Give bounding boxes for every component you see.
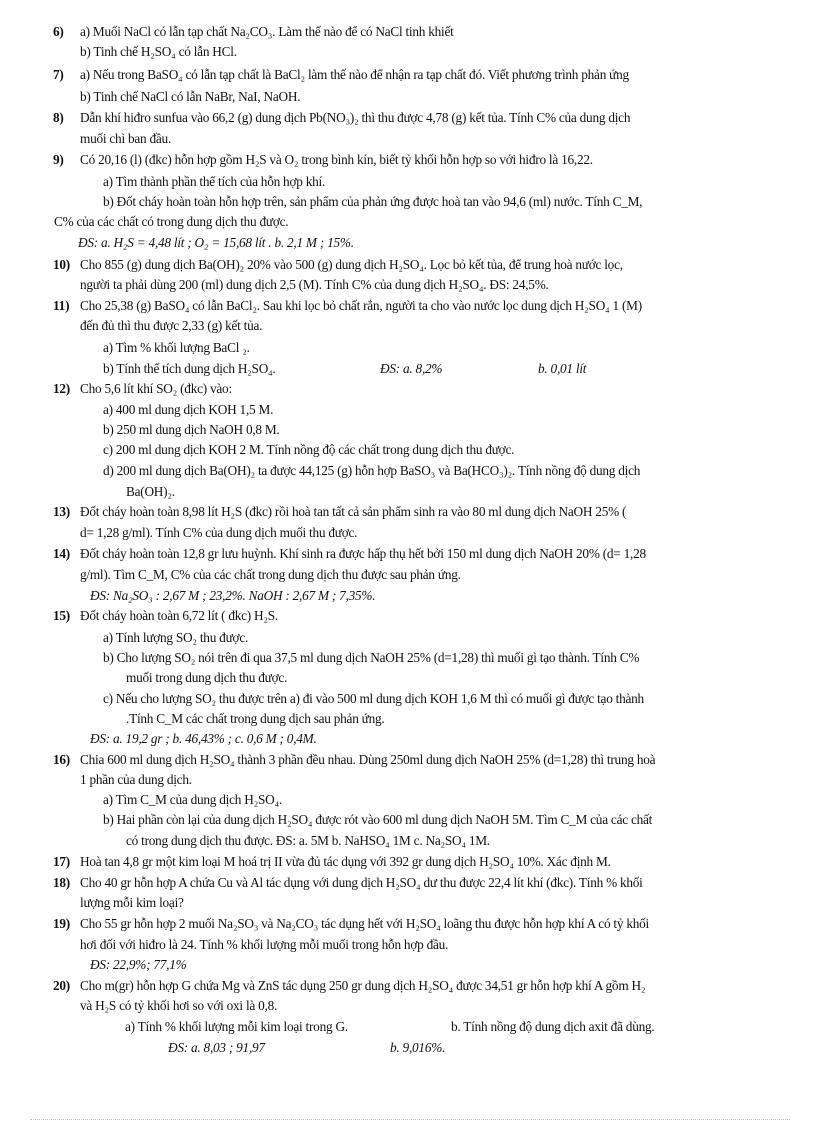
problem-line: b. Tính nồng độ dung dịch axit đã dùng. bbox=[451, 1019, 655, 1034]
problem-number: 14) bbox=[53, 546, 70, 561]
problem-line: 1 phần của dung dịch. bbox=[80, 772, 192, 787]
problem-line: b) Tinh chế NaCl có lẫn NaBr, NaI, NaOH. bbox=[80, 89, 301, 104]
problem-line: b) Hai phần còn lại của dung dịch H₂SO₄ được rót vào 600 ml dung dịch NaOH 5M. Tìm C_M của các chất bbox=[103, 812, 653, 827]
problem-number: 19) bbox=[53, 916, 70, 931]
problem-line: Đốt cháy hoàn toàn 8,98 lít H₂S (đkc) rồi hoà tan tất cả sản phẩm sinh ra vào 80 ml dung dịch NaOH 25% ( bbox=[80, 504, 627, 519]
problem-line: C% của các chất có trong dung dịch thu được. bbox=[54, 214, 289, 229]
problem-number: 11) bbox=[53, 298, 70, 313]
page-bottom-rule bbox=[30, 1119, 790, 1120]
problem-line: Ba(OH)₂. bbox=[126, 484, 175, 499]
answer-line: ĐS: 22,9%; 77,1% bbox=[90, 957, 187, 972]
problem-line: a) Tìm thành phần thể tích của hỗn hợp khí. bbox=[103, 174, 326, 189]
problem-line: Đốt cháy hoàn toàn 6,72 lít ( đkc) H₂S. bbox=[80, 608, 278, 623]
problem-line: muối trong dung dịch thu được. bbox=[126, 670, 288, 685]
problem-line: d= 1,28 g/ml). Tính C% của dung dịch muối thu được. bbox=[80, 525, 358, 540]
problem-line: có trong dung dịch thu được. ĐS: a. 5M b. NaHSO₄ 1M c. Na₂SO₄ 1M. bbox=[126, 833, 490, 848]
problem-line: c) 200 ml dung dịch KOH 2 M. Tính nồng độ các chất trong dung dịch thu được. bbox=[103, 442, 515, 457]
problem-line: Cho 55 gr hỗn hợp 2 muối Na₂SO₃ và Na₂CO₃ tác dụng hết với H₂SO₄ loãng thu được hỗn hợp khí A có tỷ khối bbox=[80, 916, 649, 931]
problem-line: a) Tính % khối lượng mỗi kim loại trong G. bbox=[125, 1019, 348, 1034]
problem-line: Đốt cháy hoàn toàn 12,8 gr lưu huỳnh. Khí sinh ra được hấp thụ hết bởi 150 ml dung dịch NaOH 20% (d= 1,28 bbox=[80, 546, 646, 561]
problem-number: 20) bbox=[53, 978, 70, 993]
problem-line: người ta phải dùng 200 (ml) dung dịch 2,5 (M). Tính C% của dung dịch H₂SO₄. ĐS: 24,5%. bbox=[80, 277, 549, 292]
problem-number: 15) bbox=[53, 608, 70, 623]
problem-line: a) Tìm % khối lượng BaCl ₂. bbox=[103, 340, 250, 355]
problem-line: a) Tính lượng SO₂ thu được. bbox=[103, 630, 249, 645]
answer-line: b. 9,016%. bbox=[390, 1040, 446, 1055]
problem-line: d) 200 ml dung dịch Ba(OH)₂ ta được 44,125 (g) hỗn hợp BaSO₃ và Ba(HCO₃)₂. Tính nồng độ dung dịch bbox=[103, 463, 641, 478]
problem-line: đến đủ thì thu được 2,33 (g) kết tủa. bbox=[80, 318, 263, 333]
problem-number: 7) bbox=[53, 67, 64, 82]
problem-number: 6) bbox=[53, 24, 64, 39]
answer-line: ĐS: a. 19,2 gr ; b. 46,43% ; c. 0,6 M ; 0,4M. bbox=[90, 731, 317, 746]
problem-line: b) Đốt cháy hoàn toàn hỗn hợp trên, sản phẩm của phản ứng được hoà tan vào 94,6 (ml) nước. Tính C_M, bbox=[103, 194, 643, 209]
answer-line: ĐS: a. 8,2% bbox=[380, 361, 443, 376]
problem-line: Hoà tan 4,8 gr một kim loại M hoá trị II vừa đủ tác dụng với 392 gr dung dịch H₂SO₄ 10%. Xác định M. bbox=[80, 854, 611, 869]
problem-number: 13) bbox=[53, 504, 70, 519]
problem-line: Cho 855 (g) dung dịch Ba(OH)₂ 20% vào 500 (g) dung dịch H₂SO₄. Lọc bỏ kết tủa, để trung hoà nước lọc, bbox=[80, 257, 623, 272]
problem-line: Dẫn khí hiđro sunfua vào 66,2 (g) dung dịch Pb(NO₃)₂ thì thu được 4,78 (g) kết tủa. Tính C% của dung dịch bbox=[80, 110, 631, 125]
problem-line: b) Cho lượng SO₂ nói trên đi qua 37,5 ml dung dịch NaOH 25% (d=1,28) thì muối gì tạo thành. Tính C% bbox=[103, 650, 640, 665]
problem-number: 12) bbox=[53, 381, 70, 396]
problem-line: b) Tinh chế H₂SO₄ có lẫn HCl. bbox=[80, 44, 237, 59]
problem-line: b) Tính thể tích dung dịch H₂SO₄. bbox=[103, 361, 276, 376]
answer-line: ĐS: a. 8,03 ; 91,97 bbox=[168, 1040, 265, 1055]
problem-line: g/ml). Tìm C_M, C% của các chất trong dung dịch thu được sau phản ứng. bbox=[80, 567, 461, 582]
problem-line: Cho 25,38 (g) BaSO₄ có lẫn BaCl₂. Sau khi lọc bỏ chất rắn, người ta cho vào nước lọc dung dịch H₂SO₄ 1 (M) bbox=[80, 298, 642, 313]
problem-number: 10) bbox=[53, 257, 70, 272]
problem-line: hơi đối với hiđro là 24. Tính % khối lượng mỗi muối trong hỗn hợp đầu. bbox=[80, 937, 449, 952]
answer-line: ĐS: a. H₂S = 4,48 lít ; O₂ = 15,68 lít . b. 2,1 M ; 15%. bbox=[78, 235, 354, 250]
problem-line: .Tính C_M các chất trong dung dịch sau phản ứng. bbox=[126, 711, 385, 726]
problem-line: a) Tìm C_M của dung dịch H₂SO₄. bbox=[103, 792, 282, 807]
answer-line: b. 0,01 lít bbox=[538, 361, 587, 376]
problem-number: 17) bbox=[53, 854, 70, 869]
problem-line: a) Muối NaCl có lẫn tạp chất Na₂CO₃. Làm thế nào để có NaCl tinh khiết bbox=[80, 24, 454, 39]
problem-line: Cho m(gr) hỗn hợp G chứa Mg và ZnS tác dụng 250 gr dung dịch H₂SO₄ được 34,51 gr hỗn hợp khí A gồm H₂ bbox=[80, 978, 646, 993]
problem-number: 8) bbox=[53, 110, 64, 125]
problem-line: Chia 600 ml dung dịch H₂SO₄ thành 3 phần đều nhau. Dùng 250ml dung dịch NaOH 25% (d=1,28) thì trung hoà bbox=[80, 752, 656, 767]
problem-line: c) Nếu cho lượng SO₂ thu được trên a) đi vào 500 ml dung dịch KOH 1,6 M thì có muối gì được tạo thành bbox=[103, 691, 644, 706]
problem-number: 9) bbox=[53, 152, 64, 167]
problem-line: và H₂S có tỷ khối hơi so với oxi là 0,8. bbox=[80, 998, 278, 1013]
problem-number: 16) bbox=[53, 752, 70, 767]
problem-line: a) Nếu trong BaSO₄ có lẫn tạp chất là BaCl₂ làm thế nào để nhận ra tạp chất đó. Viết phương trình phản ứng bbox=[80, 67, 629, 82]
problem-line: Có 20,16 (l) (đkc) hỗn hợp gồm H₂S và O₂ trong bình kín, biết tỷ khối hỗn hợp so với hiđro là 16,22. bbox=[80, 152, 593, 167]
answer-line: ĐS: Na₂SO₃ : 2,67 M ; 23,2%. NaOH : 2,67 M ; 7,35%. bbox=[90, 588, 376, 603]
problem-line: a) 400 ml dung dịch KOH 1,5 M. bbox=[103, 402, 274, 417]
problem-line: Cho 40 gr hỗn hợp A chứa Cu và Al tác dụng với dung dịch H₂SO₄ dư thu được 22,4 lít khí (đkc). Tính % khối bbox=[80, 875, 643, 890]
problem-line: muối chì ban đầu. bbox=[80, 131, 172, 146]
problem-line: Cho 5,6 lít khí SO₂ (đkc) vào: bbox=[80, 381, 232, 396]
problem-line: b) 250 ml dung dịch NaOH 0,8 M. bbox=[103, 422, 280, 437]
problem-line: lượng mỗi kim loại? bbox=[80, 895, 184, 910]
problem-number: 18) bbox=[53, 875, 70, 890]
